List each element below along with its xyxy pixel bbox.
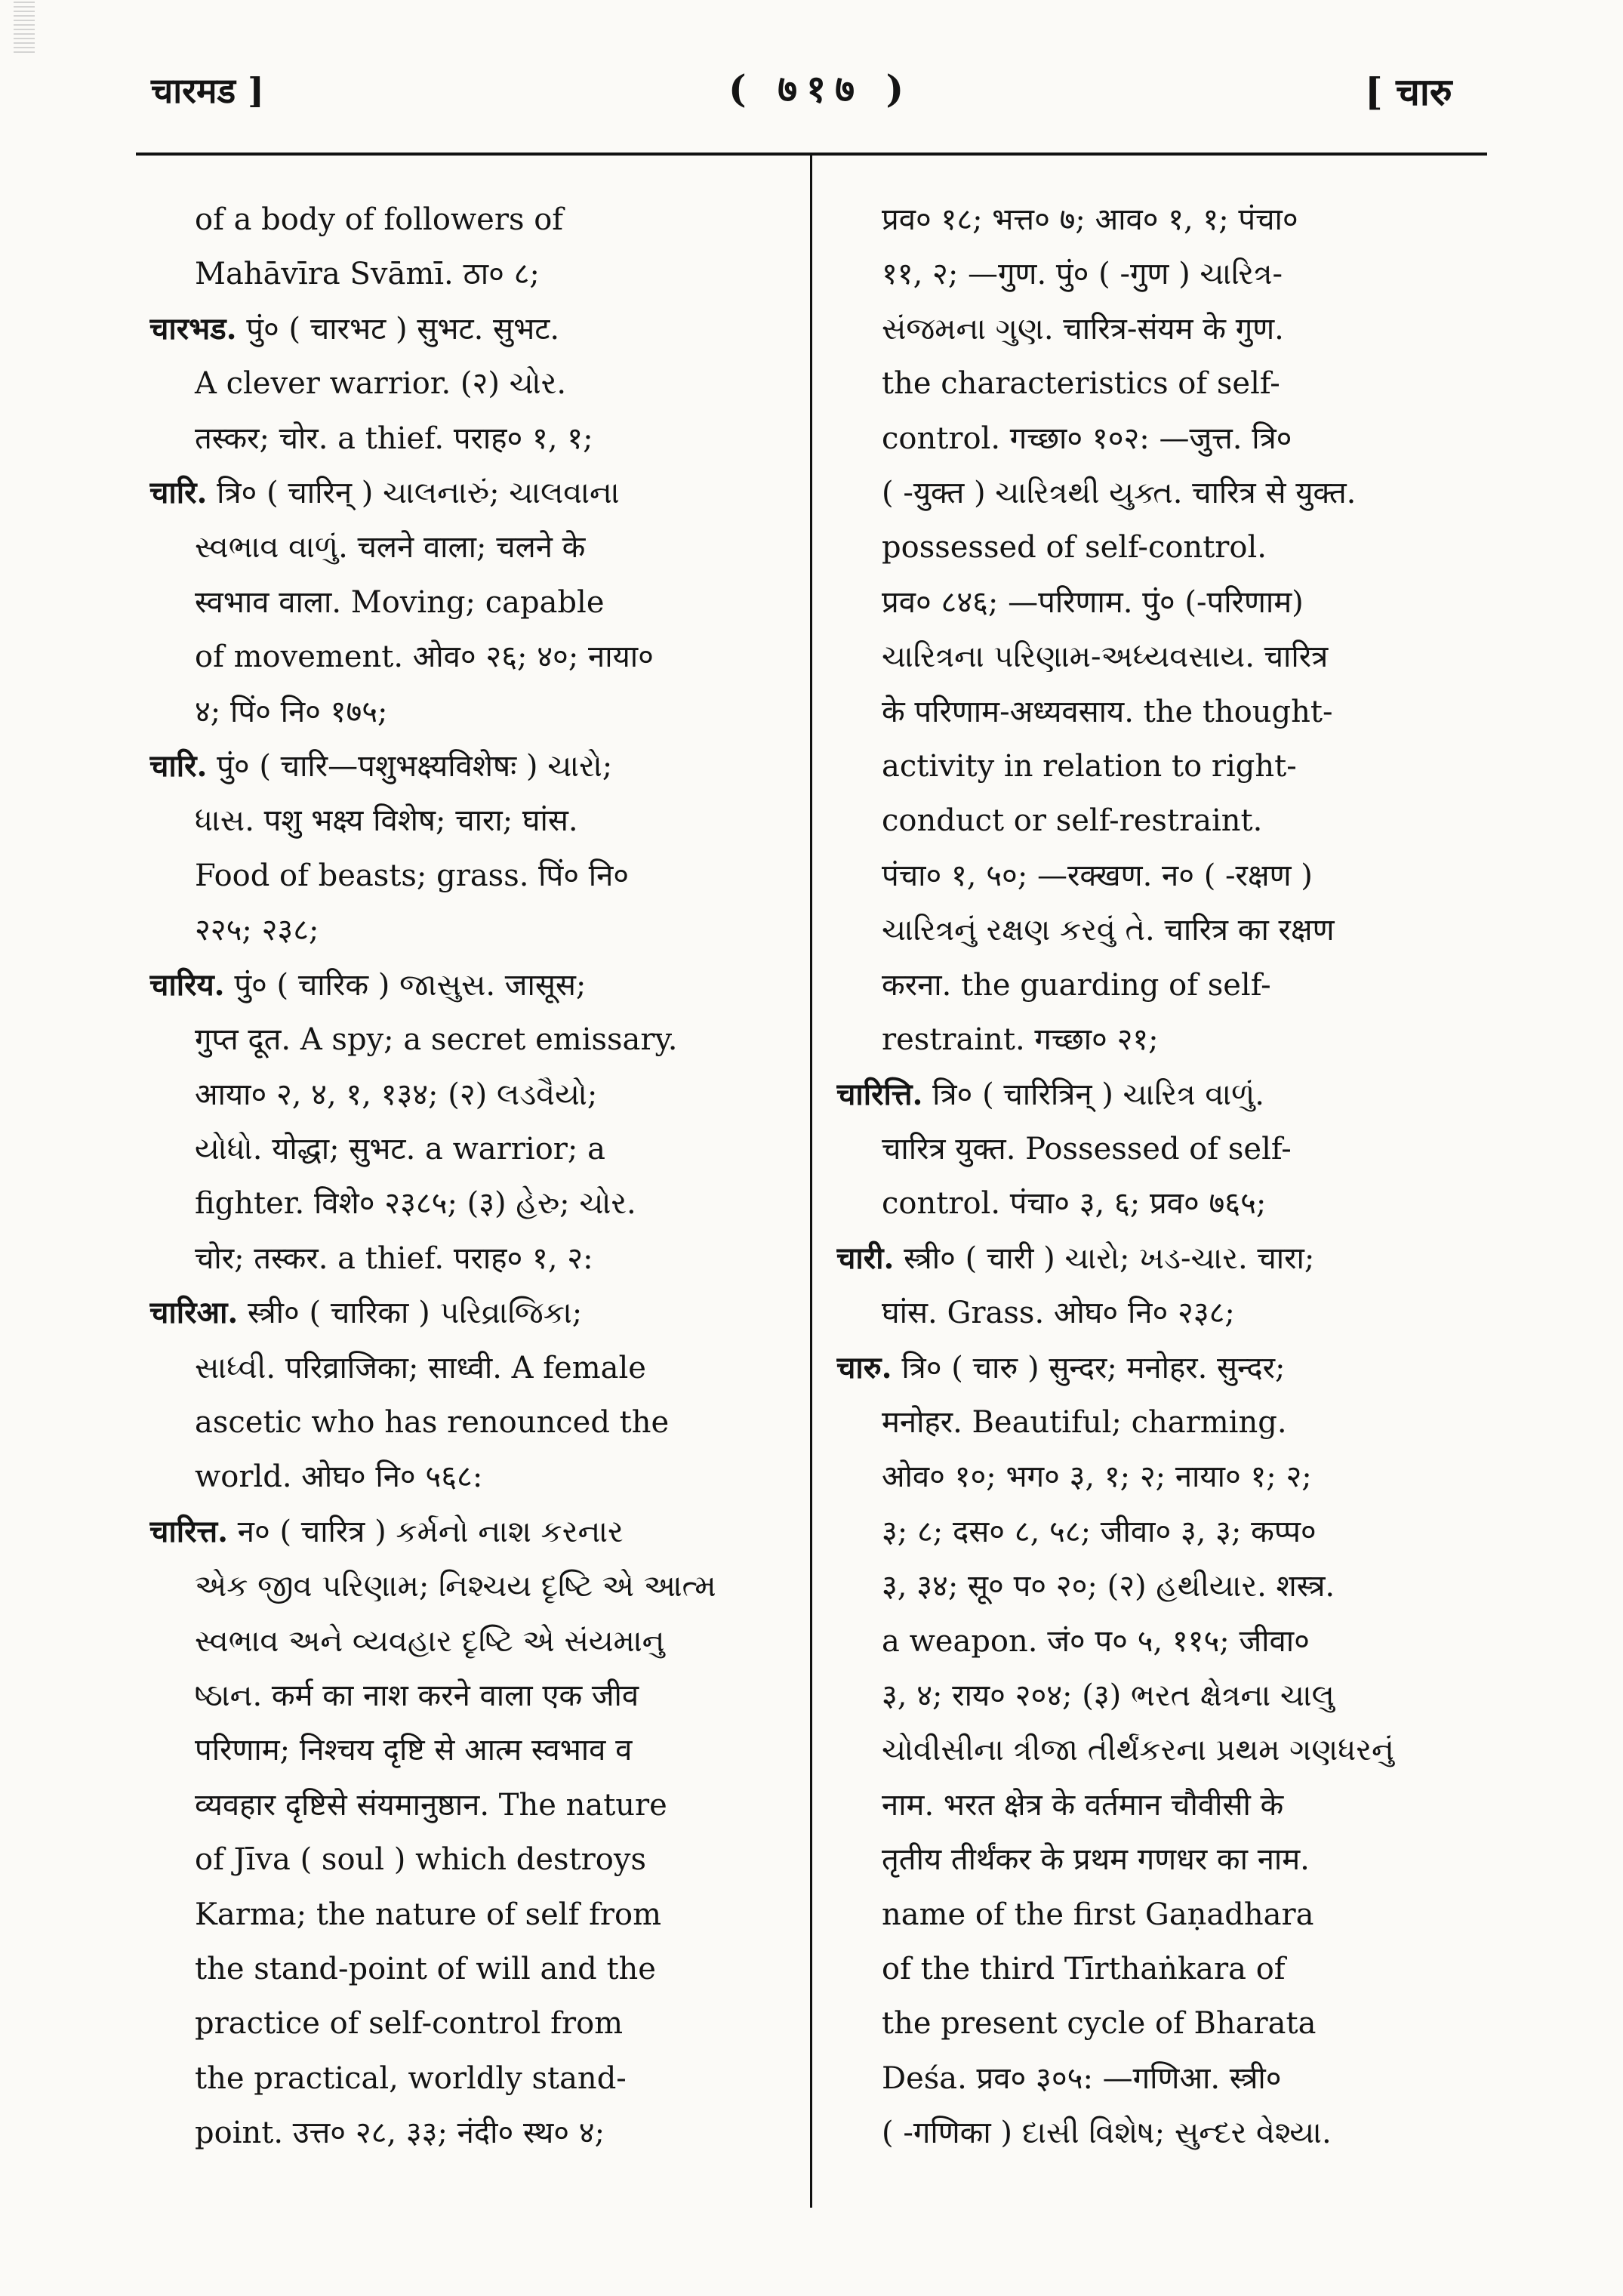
entry-line: चारि. त्रि० ( चारिन् ) ચાલનારું; ચાલવાના [149, 475, 620, 511]
entry-line: पंचा० १, ५०; —रक्खण. न० ( -रक्षण ) [882, 858, 1313, 893]
entry-line: चारित्ति. त्रि० ( चारित्रिन् ) ચારિત્ર વાળું. [836, 1076, 1265, 1112]
entry-line: Mahāvīra Svāmī. ठा० ८; [195, 257, 540, 292]
entry-line: चारिय. पुं० ( चारिक ) જાસુસ. जासूस; [149, 966, 587, 1003]
dictionary-entry [836, 1341, 1472, 2161]
entry-line: ( -युक्त ) ચારિત્રથી યુક્ત. चारित्र से युक्त. [882, 476, 1357, 511]
entry-line: गुप्त दूत. A spy; a secret emissary. [195, 1022, 678, 1058]
page-scan-speck [14, 0, 35, 53]
entry-line: तृतीय तीर्थंकर के प्रथम गणधर का नाम. [882, 1842, 1310, 1878]
right-column [836, 193, 1472, 2161]
entry-line: practice of self-control from [195, 2006, 624, 2042]
dictionary-entry [836, 1231, 1472, 1341]
entry-line: the stand-point of will and the [195, 1952, 656, 1986]
headword: चारु. [836, 1349, 892, 1385]
entry-line: એક જીવ પરિણામ; નિશ્ચય દૃષ્ટિ એ આત્મ [195, 1569, 716, 1604]
entry-line: ચારિત્રનું રક્ષણ કરવું તે. चारित्र का रक्षण [882, 913, 1335, 948]
entry-line: restraint. गच्छा० २१; [882, 1022, 1159, 1058]
entry-line: સંજમના ગુણ. चारित्र-संयम के गुण. [882, 311, 1284, 347]
dictionary-entry [149, 1286, 785, 1505]
dictionary-entry [149, 1505, 785, 2161]
entry-line: स्वभाव वाला. Moving; capable [195, 584, 605, 620]
entry-line: world. ओघ० नि० ५६८: [195, 1459, 483, 1495]
entry-line: activity in relation to right- [882, 749, 1297, 784]
headword: चारि. [149, 748, 208, 784]
entry-line: ( -गणिका ) દાસી વિશેષ; સુન્દર વેશ્યા. [882, 2116, 1332, 2151]
entry-line: A clever warrior. (२) ચોર. [195, 366, 567, 402]
entry-line: ષ્ઠાન. कर्म का नाश करने वाला एक जीव [195, 1678, 639, 1713]
entry-line: of a body of followers of [195, 202, 564, 237]
entry-line: સ્વભાવ વાળું. चलने वाला; चलने के [195, 530, 586, 566]
dictionary-entry [149, 958, 785, 1286]
entry-line: ३, ४; राय० २०४; (३) ભરત ક્ષેત્રના ચાલુ [882, 1678, 1335, 1713]
entry-line: ચોવીસીના ત્રીજા તીર્થંકરના પ્રથમ ગણધરનું [882, 1733, 1394, 1768]
entry-line: ascetic who has renounced the [195, 1404, 670, 1440]
entry-line: चारित्त. न० ( चारित्र ) કર્મનો નાશ કરનાર [149, 1513, 624, 1549]
entry-line: परिणाम; निश्चय दृष्टि से आत्म स्वभाव व [195, 1733, 633, 1768]
entry-line: मनोहर. Beautiful; charming. [882, 1404, 1287, 1440]
entry-line: के परिणाम-अध्यवसाय. the thought- [882, 694, 1333, 729]
entry-line: घांस. Grass. ओघ० नि० २३८; [882, 1296, 1235, 1331]
entry-line: २२५; २३८; [195, 913, 319, 948]
entry-line: point. उत्त० २८, ३३; नंदी० स्थ० ४; [195, 2116, 605, 2151]
entry-line: चोर; तस्कर. a thief. पराह० १, २: [195, 1240, 593, 1276]
entry-line: a weapon. जं० प० ५, ११५; जीवा० [882, 1623, 1310, 1659]
entry-line: प्रव० ८४६; —परिणाम. पुं० (-परिणाम) [882, 584, 1304, 620]
column-divider [810, 154, 812, 2208]
headword: चारित्ति. [836, 1076, 923, 1112]
entry-line: the characteristics of self- [882, 366, 1280, 402]
entry-line: ३, ३४; सू० प० २०; (२) હથીયાર. शस्त्र. [882, 1569, 1335, 1604]
entry-line: name of the first Gaṇadhara [882, 1897, 1314, 1932]
entry-line: ११, २; —गुण. पुं० ( -गुण ) ચારિત્ર- [882, 257, 1283, 292]
entry-line: of movement. ओव० २६; ४०; नाया० [195, 639, 654, 675]
entry-line: चारित्र युक्त. Possessed of self- [882, 1131, 1292, 1166]
entry-line: the practical, worldly stand- [195, 2060, 627, 2096]
entry-line: प्रव० १८; भत्त० ७; आव० १, १; पंचा० [882, 202, 1298, 237]
entry-line: ३; ८; दस० ८, ५८; जीवा० ३, ३; कप्प० [882, 1514, 1317, 1549]
entry-line: the present cycle of Bharata [882, 2006, 1317, 2042]
entry-line: ચારિત્રના પરિણામ-અધ્યવસાય. चारित्र [882, 639, 1329, 675]
entry-line: ધાસ. पशु भक्ष्य विशेष; चारा; घांस. [195, 803, 578, 839]
header-left-guideword: चारमड ] [151, 70, 264, 111]
page-header [0, 59, 1623, 119]
dictionary-entry [149, 466, 785, 739]
headword: चारिआ. [149, 1295, 239, 1331]
headword: चारित्त. [149, 1513, 229, 1549]
dictionary-entry [149, 739, 785, 958]
entry-continuation [149, 193, 785, 302]
entry-line: चारु. त्रि० ( चारु ) सुन्दर; मनोहर. सुन्दर; [836, 1349, 1286, 1385]
entry-line: ओव० १०; भग० ३, १; २; नाया० १; २; [882, 1459, 1312, 1495]
entry-line: of the third Tīrthaṅkara of [882, 1952, 1286, 1986]
entry-line: control. गच्छा० १०२: —जुत्त. त्रि० [882, 421, 1292, 456]
entry-line: control. पंचा० ३, ६; प्रव० ७६५; [882, 1186, 1267, 1222]
entry-line: ४; पिं० नि० १७५; [195, 694, 388, 729]
header-page-number: ( ७१७ ) [728, 66, 913, 111]
entry-line: possessed of self-control. [882, 530, 1267, 566]
entry-line: સ્વભાવ અને વ્યવહાર દૃષ્ટિ એ સંયમાનુ [195, 1623, 665, 1659]
entry-line: चारभड. पुं० ( चारभट ) सुभट. सुभट. [149, 310, 560, 347]
dictionary-entry [149, 302, 785, 466]
entry-continuation [836, 193, 1472, 1068]
entry-line: fighter. विशे० २३८५; (३) હેરુ; ચોર. [195, 1186, 636, 1222]
entry-line: Food of beasts; grass. पिं० नि० [195, 858, 630, 893]
entry-line: तस्कर; चोर. a thief. पराह० १, १; [195, 421, 593, 456]
entry-line: of Jīva ( soul ) which destroys [195, 1842, 646, 1878]
entry-line: चारिआ. स्त्री० ( चारिका ) પરિવ્રાજિકા; [149, 1295, 583, 1331]
headword: चारिय. [149, 966, 225, 1003]
entry-line: સાધ્વી. परिव्राजिका; साध्वी. A female [195, 1350, 646, 1385]
header-right-guideword: [ चारु [1365, 69, 1452, 114]
headword: चारभड. [149, 310, 237, 347]
entry-line: યોધો. योद्धा; सुभट. a warrior; a [195, 1131, 605, 1166]
entry-line: चारि. पुं० ( चारि—पशुभक्ष्यविशेषः ) ચારો; [149, 748, 613, 784]
entry-line: Deśa. प्रव० ३०५: —गणिआ. स्त्री० [882, 2060, 1282, 2096]
entry-line: आया० २, ४, १, १३४; (२) લડવૈયો; [195, 1077, 598, 1112]
headword: चारी. [836, 1240, 895, 1276]
entry-line: नाम. भरत क्षेत्र के वर्तमान चौवीसी के [882, 1787, 1284, 1823]
entry-line: चारी. स्त्री० ( चारी ) ચારો; ખડ-ચાર. चारा; [836, 1240, 1315, 1276]
entry-line: Karma; the nature of self from [195, 1897, 662, 1932]
entry-line: करना. the guarding of self- [882, 967, 1271, 1003]
entry-line: व्यवहार दृष्टिसे संयमानुष्ठान. The nature [195, 1787, 667, 1823]
entry-line: conduct or self-restraint. [882, 803, 1263, 839]
dictionary-entry [836, 1068, 1472, 1231]
headword: चारि. [149, 475, 208, 511]
left-column [149, 193, 785, 2161]
